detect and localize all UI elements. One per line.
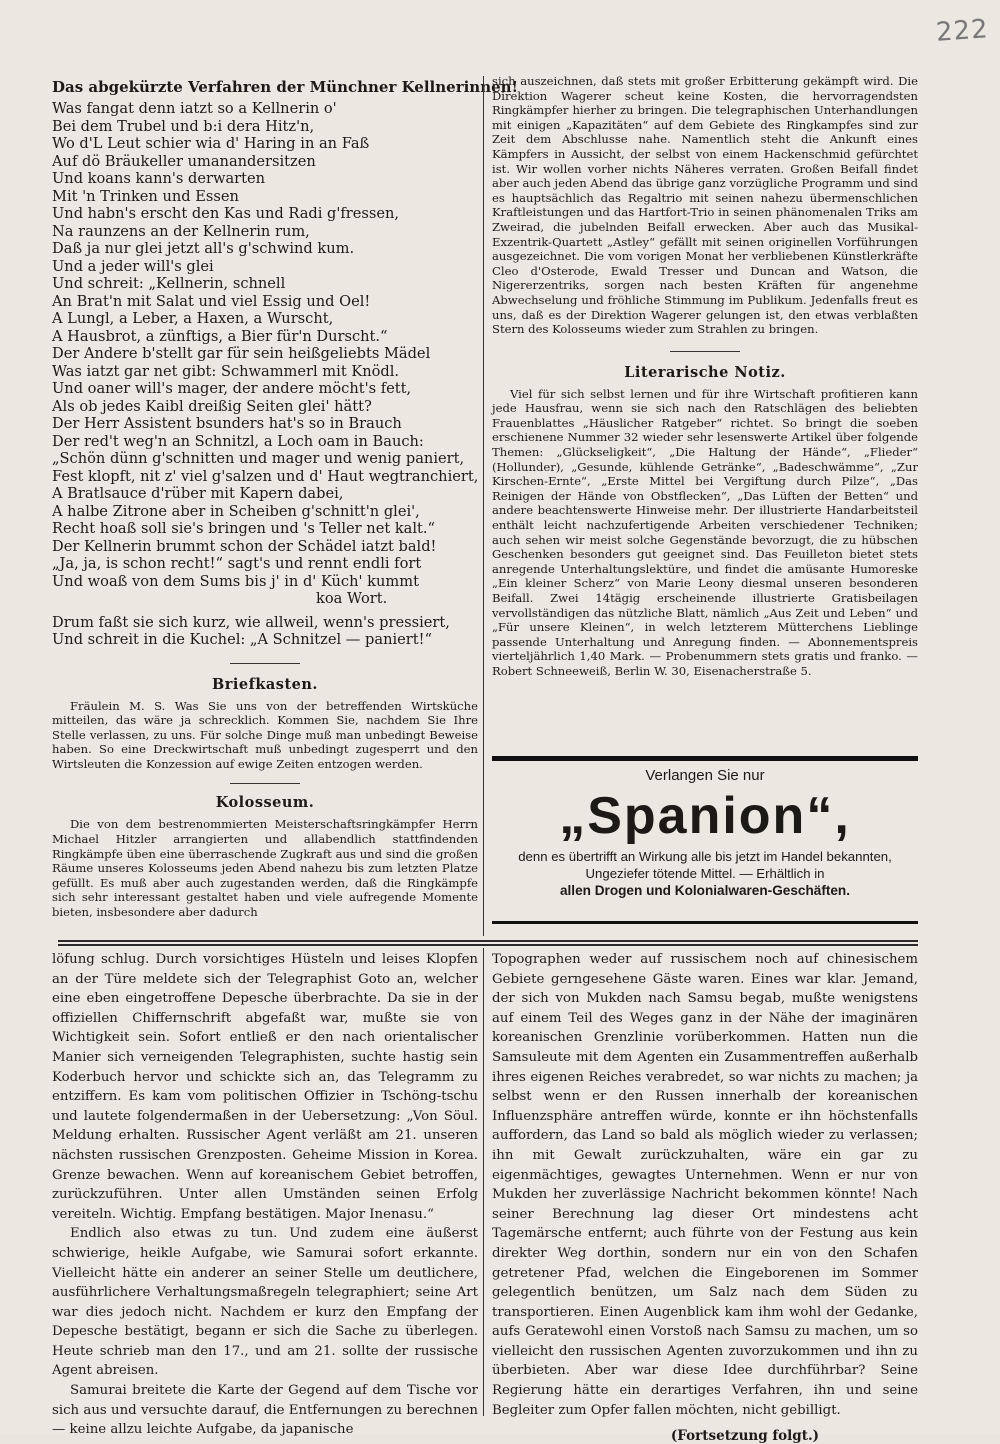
poem-line: Bei dem Trubel und b:i dera Hitz'n, <box>52 117 315 135</box>
poem-closing-line: Und schreit in die Kuchel: „A Schnitzel — paniert!“ <box>52 631 432 648</box>
column-rule <box>483 76 484 936</box>
ad-brand-name: „Spanion“, <box>559 787 851 845</box>
briefkasten-heading: Briefkasten. <box>212 675 318 693</box>
poem-line: Und habn's erscht den Kas und Radi g'fressen, <box>52 205 400 222</box>
poem-line: An Brat'n mit Salat und viel Essig und Oel! <box>52 292 371 310</box>
poem-line: Und oaner will's mager, der andere möcht's fett, <box>52 380 412 397</box>
poem-line: Daß ja nur glei jetzt all's g'schwind kum. <box>52 240 355 257</box>
section-rule <box>58 940 918 942</box>
continuation-note: (Fortsetzung folgt.) <box>670 1428 820 1444</box>
column-top-left <box>52 78 519 938</box>
divider <box>230 663 300 664</box>
notiz-text: Viel für sich selbst lernen und für ihre Wirtschaft profitieren kann jede Hausfrau, wenn sie sich nach den Ratschlägen des beliebten Frauenblattes „Häuslicher Ratgeber“ richtet. So bringt die soeben erschienene Nummer 32 wieder sehr lesenswerte Artikel über folgende Themen: „Glückseligkeit“, „Die Haltung der Hände“, „Flieder“ (Hollunder), „Gesunde, kühlende Getränke“, „Badeschwämme“, „Zur Kirschen-Ernte“, „Erste Mittel bei Vergiftung durch Pilze“, „Das Reinigen der Hände von Obstflecken“, „Das Lüften der Betten“ und andere beachtenswerte Hinweise mehr. Der illustrierte Handarbeitsteil enthält leicht nachzufertigende Arbeiten verschiedener Techniken; auch sehen wir meist solche Gegenstände bevorzugt, die zu hübschen Geschenken besonders gut geeignet sind. Das Feuilleton bietet stets anregende Unterhaltungslektüre, und findet die amüsante Humoreske „Ein kleiner Scherz“ von Marie Leony diesmal unseren besonderen Beifall. Zwei 14tägig erscheinende illustrierte Gratisbeilagen vervollständigen das nützliche Blatt, nämlich „Aus Zeit und Leben“ und „Für unsere Kleinen“, in welch letzterem Mütterchens Lieblinge passende Unterhaltung und Anregung finden. — Abonnementspreis vierteljährlich 1,40 Mark. — Probenummern stets gratis und franko. — Robert Schneeweiß, Berlin W. 30, Eisenacherstraße 5. <box>492 386 918 678</box>
poem-line: Der Kellnerin brummt schon der Schädel iatzt bald! <box>52 537 437 555</box>
poem-line: A Bratlsauce d'rüber mit Kapern dabei, <box>52 485 344 502</box>
poem-line: Der Andere b'stellt gar für sein heißgeliebts Mädel <box>52 345 431 362</box>
poem-line: Der Herr Assistent bsunders hat's so in Brauch <box>52 415 402 432</box>
poem-line: Wo d'L Leut schier wia d' Haring in an Faß <box>52 135 370 152</box>
story-column-right <box>492 950 918 1444</box>
story-paragraph: Samurai breitete die Karte der Gegend auf dem Tische vor sich aus und versuchte darauf, die Entfernungen zu berechnen — keine allzu leichte Aufgabe, da japanische <box>52 1383 478 1438</box>
poem-line: Der red't weg'n an Schnitzl, a Loch oam in Bauch: <box>52 432 424 450</box>
kolosseum-text: Die von dem bestrenommierten Meisterschaftsringkämpfer Herrn Michael Hitzler arrangierten und allabendlich stattfindenden Ringkämpfe üben eine überraschende Zugkraft aus und sind die großen Räume unseres Kolosseums jeden Abend nahezu bis zum letzten Platze gefüllt. Es muß aber auch zugestanden werden, daß die Ringkämpfe sich sehr interessant gestaltet haben und viele aufregende Momente bieten, insbesondere aber dadurch <box>52 817 478 920</box>
column-rule <box>483 948 484 1416</box>
page-number: 222 <box>935 14 990 48</box>
poem-line: Was iatzt gar net gibt: Schwammerl mit Knödl. <box>52 362 400 380</box>
poem-line: Und schreit: „Kellnerin, schnell <box>52 275 286 292</box>
column-top-right <box>492 74 918 754</box>
poem-line: A Lungl, a Leber, a Haxen, a Wurscht, <box>52 310 334 327</box>
poem-line: Auf dö Bräukeller umanandersitzen <box>52 152 316 170</box>
poem-title: Das abgekürzte Verfahren der Münchner Kellnerinnen! <box>52 78 519 96</box>
kolosseum-text-continued: sich auszeichnen, daß stets mit großer Erbitterung gekämpft wird. Die Direktion Wagerer scheut keine Kosten, die hervorragendsten Ringkämpfer hierher zu bringen. Die telegraphischen Unterhandlungen mit einigen „Kapazitäten“ auf dem Gebiete des Ringkampfes sind zur Zeit dem Abschlusse nahe. Namentlich steht die Ankunft eines Kämpfers in Aussicht, der selbst von einem Hackenschmid gefürchtet ist. Wir wollen vorher nichts Näheres verraten. Großen Beifall findet aber auch jeden Abend das übrige ganz vorzügliche Programm und sind es hauptsächlich das Regaltrio mit seinen nahezu übermenschlichen Kraftleistungen und das Hartfort-Trio in seinen phänomenalen Triks am Zweirad, die jubelnden Beifall erwecken. Aber auch das Musikal-Exzentrik-Quartett „Astley“ gefällt mit seinen originellen Vorführungen ausgezeichnet. Die vom vorigen Monat her verbliebenen Künstlerkräfte Cleo d'Osterode, Ewald Tresser und Duncan and Watson, die Nigererzentriks, sorgen nach besten Kräften für angenehme Abwechselung und fröhliche Stimmung im Publikum. Jedenfalls freut es uns, daß es der Direktion Wagerer gelungen ist, den etwas verblaßten Stern des Kolosseums wieder zum Strahlen zu bringen. <box>492 74 918 337</box>
story-paragraph: Topographen weder auf russischem noch auf chinesischem Gebiete gerngesehene Gäste waren. Eines war klar. Jemand, der sich von Mukden nach Samsu begab, mußte wenigstens auf einem Teil des Weges ganz in der Nähe der imaginären koreanischen Grenzlinie vorüberkommen. Hatten nun die Samsuleute mit dem Agenten ein Zusammentreffen außerhalb ihres eigenen Reiches verabredet, so war nichts zu machen; ja selbst wenn er den Russen innerhalb der koreanischen Influenzsphäre antreffen würde, konnte er ihn höchstenfalls auffordern, das Land so bald als möglich wieder zu verlassen; ihn mit Gewalt zurückzuhalten, wäre ein gar zu eigenmächtiges, gewagtes Unternehmen. Wenn er nur von Mukden her zuverlässige Nachricht bekommen könnte! Nach seiner Berechnung lag dieser Ort mindestens acht Tagemärsche entfernt; auch führte von der Festung aus kein direkter Weg dorthin, sondern nur ein von den Schafen getretener Pfad, welchen die Eingeborenen im Sommer gelegentlich benützen, um Salz nach dem Süden zu transportieren. Einen Augenblick kam ihm wohl der Gedanke, aufs Geratewohl einen Vorstoß nach Samsu zu machen, um so vielleicht den russischen Agenten zuvorzukommen und ihn zu überbieten. Aber war diese Idee durchführbar? Seine Regierung hätte ein derartiges Verfahren, ihn und seine Begleiter zum Opfer fallen möchten, nicht gebilligt. <box>492 952 918 1418</box>
story-paragraph: Endlich also etwas zu tun. Und zudem eine äußerst schwierige, heikle Aufgabe, wie Samurai sofort erkannte. Vielleicht hätte ein anderer an seiner Stelle um deutlichere, ausführlichere Verhaltungsmaßregeln telegraphiert; seine Art war dies jedoch nicht. Nachdem er kurz den Empfang der Depesche bestätigt, begann er sich die Sache zu überlegen. Heute schrieb man den 17., und am 21. sollte der russische Agent abreisen. <box>52 1226 478 1379</box>
section-rule <box>58 944 918 946</box>
ad-intro: Verlangen Sie nur <box>645 767 765 784</box>
divider <box>670 351 740 352</box>
poem-line: „Ja, ja, is schon recht!“ sagt's und rennt endli fort <box>52 555 422 572</box>
poem-line: „Schön dünn g'schnitten und mager und wenig paniert, <box>52 450 465 467</box>
story-paragraph: löfung schlug. Durch vorsichtiges Hüsteln und leises Klopfen an der Türe meldete sich der Telegraphist Goto an, welcher eine eben eingetroffene Depesche überbrachte. Da sie in der offiziellen Chiffernschrift abgefaßt war, mußte sie von Wichtigkeit sein. Sofort entließ er den nach orientalischer Manier sich verneigenden Telegraphisten, suchte hastig sein Koderbuch hervor und schickte sich an, das Telegramm zu entziffern. Es kam vom politischen Offizier in Tschöng-tschu und lautete folgendermaßen in der Uebersetzung: „Von Söul. Meldung erhalten. Russischer Agent verläßt am 21. unseren nächsten russischen Grenzposten. Geheime Mission in Korea. Grenze bewachen. Wenn auf koreanischem Gebiet betroffen, zurückzuführen. Unter allen Umständen seinen Erfolg vereiteln. Wichtig. Empfang bestätigen. Major Inenasu.“ <box>52 952 478 1222</box>
poem-line: Mit 'n Trinken und Essen <box>52 187 239 205</box>
briefkasten-text: Fräulein M. S. Was Sie uns von der betreffenden Wirtsküche mitteilen, das wäre ja schrecklich. Kommen Sie, nachdem Sie Ihre Stelle verlassen, zu uns. Für solche Dinge muß man unbedingt Beweise haben. So eine Dreckwirtschaft muß unbedingt zugesperrt und den Wirtsleuten die Konzession auf ewige Zeiten entzogen werden. <box>52 698 478 771</box>
poem-line: Und woaß von dem Sums bis j' in d' Küch' kummt <box>52 572 419 590</box>
poem-line: A halbe Zitrone aber in Scheiben g'schnitt'n glei', <box>52 502 420 520</box>
poem-line: Was fangat denn iatzt so a Kellnerin o' <box>52 100 337 117</box>
spanion-advertisement <box>492 756 918 924</box>
story-column-left <box>52 950 478 1438</box>
poem-line: Als ob jedes Kaibl dreißig Seiten glei' hätt? <box>52 397 372 415</box>
poem-line-right: koa Wort. <box>316 590 388 607</box>
poem-line: Fest klopft, nit z' viel g'salzen und d' Haut wegtranchiert, <box>52 467 479 485</box>
notiz-heading: Literarische Notiz. <box>624 363 786 381</box>
poem-line: Und a jeder will's glei <box>52 257 214 275</box>
poem-line: Na raunzens an der Kellnerin rum, <box>52 222 310 240</box>
divider <box>230 783 300 784</box>
ad-body: denn es übertrifft an Wirkung alle bis jetzt im Handel bekannten, Ungeziefer tötende Mittel. — Erhältlich in <box>518 849 892 881</box>
poem-body <box>52 100 478 649</box>
poem-line: Und koans kann's derwarten <box>52 170 266 187</box>
poem-line: Recht hoaß soll sie's bringen und 's Teller net kalt.“ <box>52 520 436 537</box>
poem-closing-line: Drum faßt sie sich kurz, wie allweil, wenn's pressiert, <box>52 613 450 631</box>
ad-availability: allen Drogen und Kolonialwaren-Geschäften. <box>559 883 851 898</box>
poem-line: A Hausbrot, a zünftigs, a Bier für'n Durscht.“ <box>52 327 388 345</box>
kolosseum-heading: Kolosseum. <box>215 794 315 812</box>
